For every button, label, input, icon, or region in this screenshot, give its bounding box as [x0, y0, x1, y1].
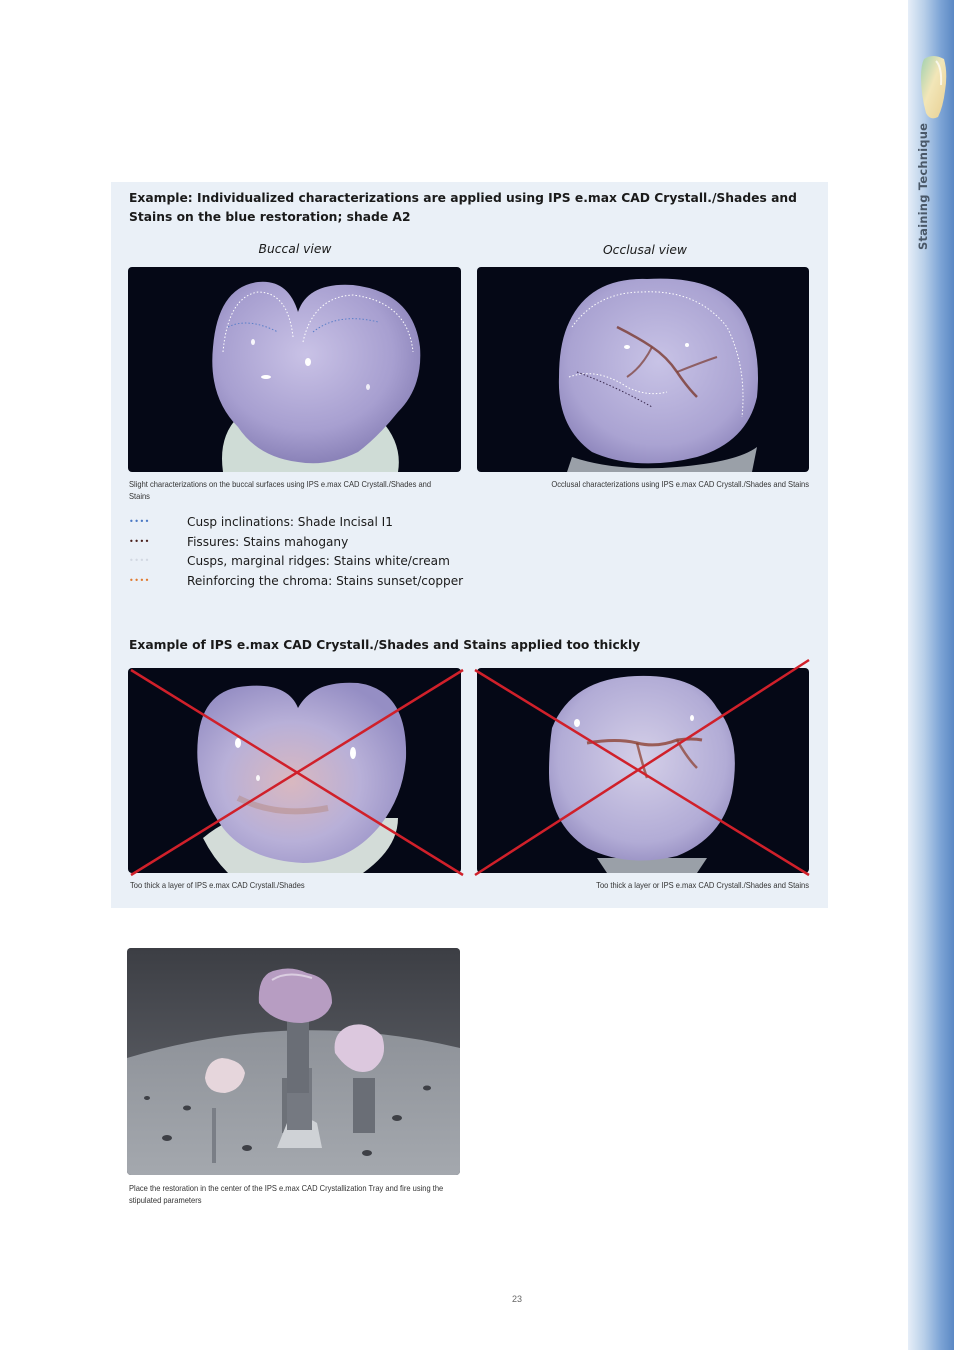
thick-buccal-photo: [128, 668, 461, 873]
tray-caption: Place the restoration in the center of the IPS e.max CAD Crystallization Tray and fire using the stipulated parameters: [129, 1183, 444, 1205]
occlusal-view-photo: [477, 267, 809, 472]
section-title: Staining Technique: [916, 122, 930, 250]
thick-occlusal-photo: [477, 668, 809, 873]
thick-occlusal-caption: Too thick a layer or IPS e.max CAD Crystall./Shades and Stains: [596, 880, 809, 890]
legend-item: [129, 513, 549, 533]
brown-dots-icon: ••••: [129, 536, 150, 546]
legend-item: [129, 533, 549, 553]
occlusal-view-label: Occlusal view: [603, 243, 687, 257]
sidebar: [908, 0, 954, 1350]
page-number: 23: [511, 1294, 522, 1304]
thick-buccal-caption: Too thick a layer of IPS e.max CAD Crystall./Shades: [130, 880, 305, 890]
white-dots-icon: ••••: [129, 556, 150, 565]
buccal-view-photo: [128, 267, 461, 472]
legend-item: [129, 552, 549, 572]
buccal-view-label: Buccal view: [258, 242, 332, 256]
legend-text: Fissures: Stains mahogany: [187, 534, 349, 549]
legend-text: Cusps, marginal ridges: Stains white/cream: [187, 554, 450, 568]
legend: [129, 513, 549, 591]
legend-item: [129, 572, 549, 592]
buccal-caption: Slight characterizations on the buccal surfaces using IPS e.max CAD Crystall./Shades and Stains: [129, 479, 432, 501]
example1-heading: Example: Individualized characterizations are applied using IPS e.max CAD Crystall./Shades and Stains on the blue restoration; shade A2: [129, 191, 797, 224]
legend-text: Cusp inclinations: Shade Incisal I1: [187, 515, 393, 529]
crystallization-tray-photo: [127, 948, 460, 1175]
orange-dots-icon: ••••: [129, 575, 150, 585]
blue-dots-icon: ••••: [129, 517, 150, 526]
example2-heading: Example of IPS e.max CAD Crystall./Shades and Stains applied too thickly: [129, 638, 641, 652]
occlusal-caption: Occlusal characterizations using IPS e.max CAD Crystall./Shades and Stains: [551, 479, 809, 489]
legend-text: Reinforcing the chroma: Stains sunset/copper: [187, 573, 464, 588]
